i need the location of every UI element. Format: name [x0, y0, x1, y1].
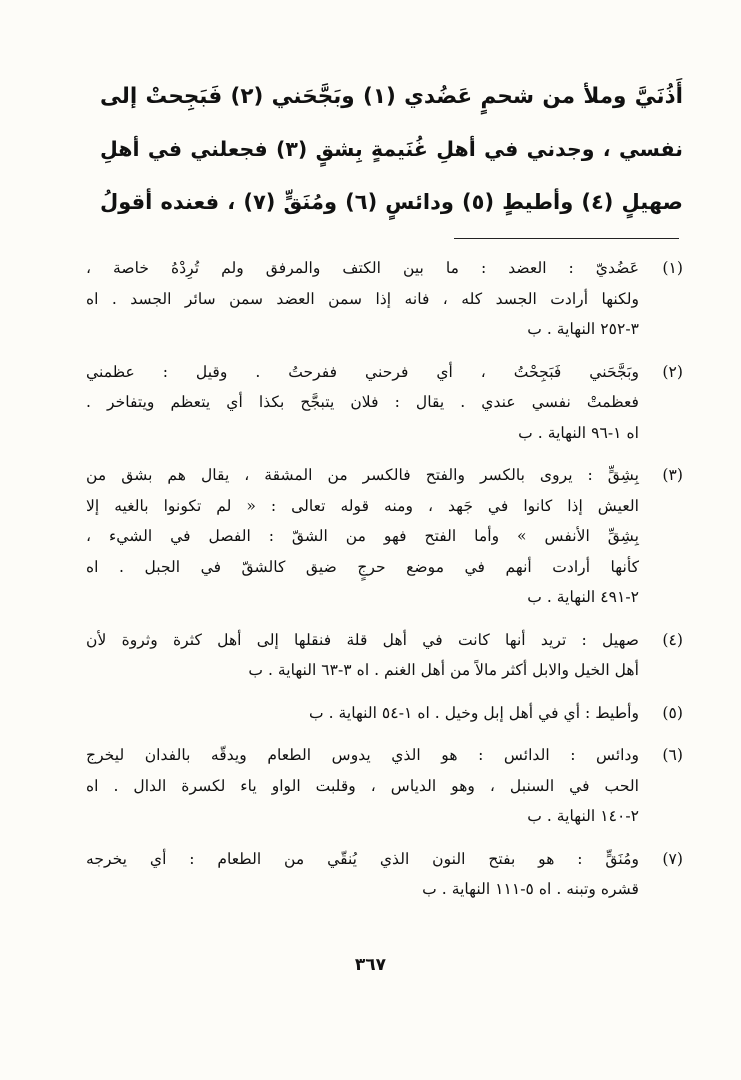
footnote-line: بِشِقٍّ : يروى بالكسر والفتح فالكسر من المشقة ، يقال هم بشق من [86, 466, 639, 484]
footnote-number: (٥) [662, 703, 683, 722]
footnote-line: العيش إذا كانوا في جَهد ، ومنه قوله تعالى : « لم تكونوا بالغيه إلا [86, 496, 639, 515]
main-text-line: صهيلٍ (٤) وأطيطٍ (٥) ودائسٍ (٦) ومُنَقٍّ (٧) ، فعنده أقولُ [100, 190, 683, 214]
main-text [100, 70, 683, 229]
footnote-line: قشره وتبنه . اه ٥-١١١ النهاية . ب [422, 880, 639, 898]
footnote-line: كأنها أرادت أنهم في موضع حرجٍ ضيق كالشقّ في الجبل . اه [86, 557, 639, 576]
footnote-line: صهيل : تريد أنها كانت في أهل قلة فنقلها إلى أهل كثرة وثروة لأن [86, 630, 639, 649]
footnote-3 [86, 460, 683, 613]
footnote-body [86, 460, 639, 613]
footnote-body [86, 740, 639, 832]
footnote-number: (٣) [662, 466, 683, 484]
footnote-line: أهل الخيل والابل أكثر مالاً من أهل الغنم . اه ٣-٦٣ النهاية . ب [248, 661, 639, 679]
main-text-line: نفسي ، وجدني في أهلِ غُنَيمةٍ بِشقٍ (٣) فجعلني في أهلِ [100, 137, 683, 161]
footnote-6 [86, 740, 683, 832]
footnote-line: وأطيط : أي في أهل إبل وخيل . اه ١-٥٤ النهاية . ب [308, 703, 639, 722]
footnote-line: فعظمتْ نفسي عندي . يقال : فلان يتبجَّح بكذا أي يتعظم ويتفاخر . [86, 393, 639, 411]
footnote-7 [86, 844, 683, 905]
footnote-body [86, 253, 639, 345]
footnote-2 [86, 357, 683, 449]
footnote-line: عَضُديّ : العضد : ما بين الكتف والمرفق ولم تُرِدْهُ خاصة ، [86, 259, 639, 277]
footnote-body [86, 357, 639, 449]
main-text-line: أَذُنَيَّ وملأ من شحمٍ عَضُدي (١) وبَجَّحَني (٢) فَبَجِحتْ إلى [100, 84, 683, 109]
footnote-line: ٢-١٤٠ النهاية . ب [527, 807, 639, 825]
footnote-5 [86, 698, 683, 729]
footnote-line: وبَجَّحَني فَبَجِحْتُ ، أي فرحني ففرحتُ . وقيل : عظمني [86, 362, 639, 381]
footnote-1 [86, 253, 683, 345]
footnotes [86, 253, 683, 917]
footnote-line: ودائس : الدائس : هو الذي يدوس الطعام ويدقّه بالفدان ليخرج [86, 746, 639, 764]
footnote-line: الحب في السنبل ، وهو الدياس ، وقلبت الواو ياء لكسرة الدال . اه [86, 776, 639, 795]
footnote-body [86, 625, 639, 686]
footnote-separator [454, 238, 679, 239]
footnote-body [86, 698, 639, 729]
footnote-line: ٣-٢٥٢ النهاية . ب [527, 320, 639, 338]
footnote-line: ٢-٤٩١ النهاية . ب [527, 588, 639, 606]
footnote-number: (٤) [662, 630, 683, 649]
footnote-line: اه ١-٩٦ النهاية . ب [518, 423, 639, 442]
footnote-line: بِشِقِّ الأنفس » وأما الفتح فهو من الشقّ : الفصل في الشيء ، [86, 527, 639, 545]
footnote-line: ومُنَقٍّ : هو بفتح النون الذي يُنقّي من الطعام : أي يخرجه [86, 849, 639, 868]
footnote-body [86, 844, 639, 905]
footnote-number: (٦) [662, 746, 683, 764]
footnote-number: (٢) [662, 362, 683, 381]
footnote-number: (١) [662, 259, 683, 277]
footnote-line: ولكنها أرادت الجسد كله ، فانه إذا سمن العضد سمن سائر الجسد . اه [86, 289, 639, 308]
footnote-number: (٧) [662, 849, 683, 868]
footnote-4 [86, 625, 683, 686]
page-number: ٣٦٧ [354, 955, 387, 975]
